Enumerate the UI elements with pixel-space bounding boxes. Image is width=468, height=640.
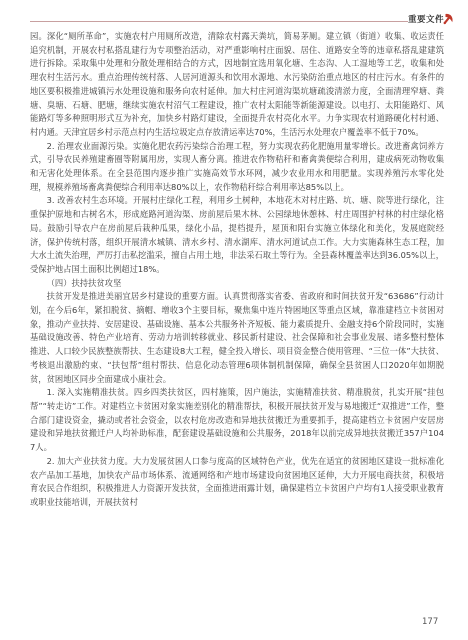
paragraph: 3. 改善农村生态环境。开展村庄绿化工程，利用乡土树种，本地花木对村庄路、坑、塘、院等进行绿化，注重保护原地和古树名木，形成庭路河道沟渠、房前屋后果木林、公园绿地休憩林、村庄周围护村林的村庄绿化格局。鼓励引导农户在房前屋后栽种瓜果，绿化小品，提档提升，屋顶和阳台实施立体绿化和美化，发展庭院经济，保护传统村落，组织开展清水城镇、清水乡村、清水湖库、清水河道试点工作。大力实施森林生态工程，加大水土流失治理，严厉打击私挖滥采，擅自占用土地，非法采石取土等行为。全县森林覆盖率达到36.05%以上，受保护地占国土面积比例超过18%。 [30, 195, 444, 274]
paragraph: 园。深化“厕所革命”，实施农村户用厕所改造，清除农村露天粪坑，简易茅厕。建立镇（街道）收集、收运责任追究机制，开展农村私搭乱建行为专项整治活动，对严重影响村庄面貌、居住、道路安全等的违章私搭乱建建筑进行拆除。采取集中处理和分散处理相结合的方式，因地制宜选用氧化塘、生态沟、人工湿地等工艺，收集和处理农村生活污水。重点治理传统村落、人居河道源头和饮用水源地、水污染防治重点地区的村庄污水。有条件的地区要积极推进城镇污水处理设施和服务向农村延伸。加大村庄河道沟渠坑塘疏浚清淤力度，全面清理窄塘、粪塘、臭塘、石塘、肥塘，继续实施农村沼气工程建设，推广农村太阳能等新能源建设。以电打、太阳能路灯、风能路灯等多种照明形式互为补充，加快乡村路灯建设，全面提升农村亮化水平。力争实现农村道路硬化村村通、村内通。天津宜居乡村示范点村内生活垃圾定点存放清运率达70%，生活污水处理农户覆盖率不低于70%。 [30, 31, 444, 137]
header-rule [30, 21, 408, 22]
document-body [30, 30, 444, 615]
header-title: 重要文件 [408, 15, 445, 25]
page-number: 177 [422, 617, 439, 627]
paragraph: 2. 治理农业面源污染。实施化肥农药污染综合治理工程，努力实现农药化肥施用量零增长。改进畜禽饲养方式，引导农民养殖建畜圈等附属用房，实现人畜分离。推进农作物秸秆和畜禽粪便综合利用，建成病死动物收集和无害化处理体系。在全县范围内逐步推广实施高效节水环网，减少农业用水和用肥量。实现养殖污水零化处理，规模养殖场畜禽粪便综合利用率达80%以上，农作物秸秆综合利用率达85%以上。 [30, 140, 444, 192]
party-emblem-icon [441, 11, 456, 26]
section-heading: （四）扶持扶贫攻坚 [46, 277, 122, 288]
paragraph: 1. 深入实施精准扶贫。四乡四类扶贫区，四村施策，因户施法，实施精准扶贫、精准脱贫，扎实开展“挂包帮”“转走访”工作。对建档立卡贫困对象实施差别化的精准帮扶，积极开展扶贫开发与易地搬迁“双推进”工作，整合部门建设资金，撬动或者社会资金，以农村危房改造和异地扶贫搬迁为重要抓手，提高建档立卡贫困户安居房建设和异地扶贫搬迁户人均补助标准，配套建设基础设施和公共服务，2018年以前完成异地扶贫搬迁357户1047人。 [30, 387, 444, 453]
paragraph: 扶贫开发是推进美丽宜居乡村建设的重要方面。认真贯彻落实省委、省政府和时间扶贫开发“63686”行动计划，在今后6年，紧扣脱贫、摘帽、增收3个主要目标，聚焦集中连片特困地区等重点区域，靠准建档立卡贫困对象，推动产业扶持、安居建设、基础设施、基本公共服务补齐短板、能力素质提升、金融支持6个阶段同时，实施基础设施改善、特色产业培育、劳动力培训转移就业、移民新村建设、社会保障和社会事业发展、诸多整村整体推进、人口较少民族整族帮扶、生态建设8大工程，健全投入增长、项目资金整合使用管理、“三位一体”大扶贫、考核退出激励约束、“扶包帮”组村帮扶、信息化动态管理6项体制机制保障，确保全县贫困人口2020年如期脱贫，贫困地区同步全面建成小康社会。 [30, 291, 444, 384]
paragraph: 2. 加大产业扶贫力度。大力发展贫困人口参与度高的区域特色产业，优先在适宜的贫困地区建设一批标准化农产品加工基地，加快农产品市场体系、流通网络和产地市场建设向贫困地区延伸，大力开展电商扶贫，积极培育农民合作组织，积极推进人力资源开发扶贫，全面推进雨露计划，确保建档立卡贫困户户均有1人接受职业教育或职业技能培训，开展扶贫村 [30, 455, 444, 507]
